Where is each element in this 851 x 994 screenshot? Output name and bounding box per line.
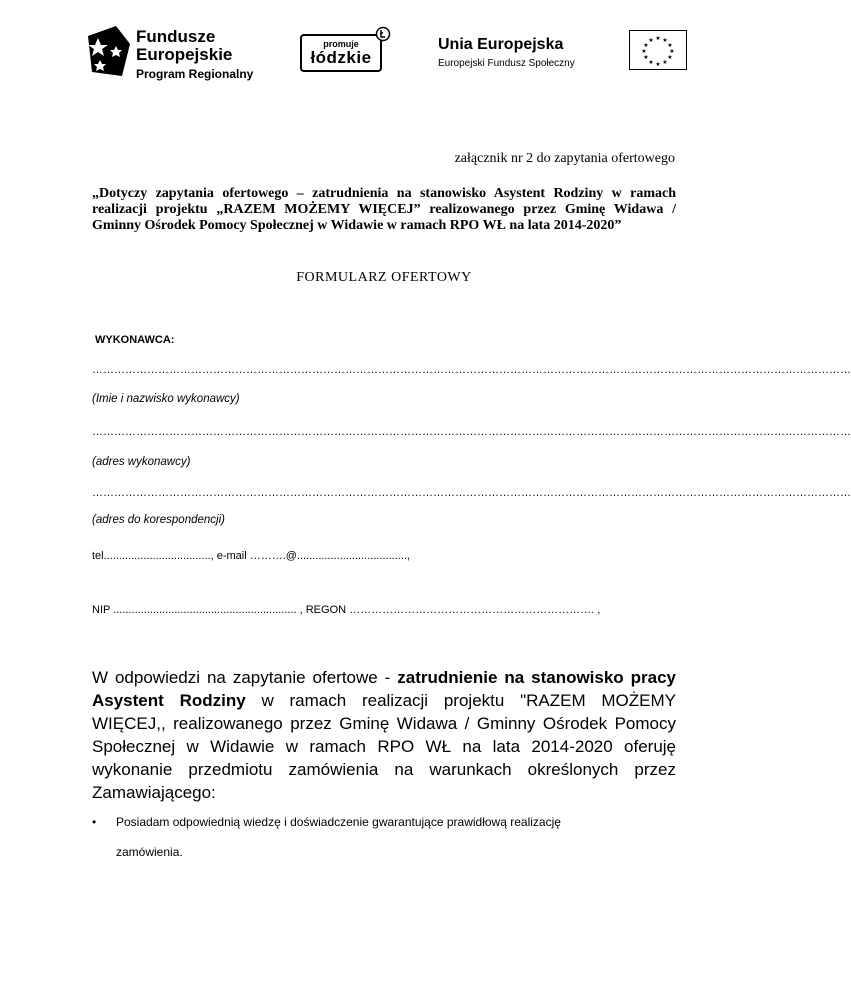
fe-title-1: Fundusze: [136, 27, 216, 46]
main-paragraph-part-2: w ramach realizacji projektu "RAZEM MOŻEMY WIĘCEJ,, realizowanego przez Gminę Widawa / Gminny Ośrodek Pomocy Społecznej w Widawie w ramach RPO WŁ na lata 2014-2020 oferuję wykonanie przedmiotu zamówienia na warunkach określonych przez Zamawiającego:: [92, 691, 676, 802]
ue-subtitle: Europejski Fundusz Społeczny: [438, 58, 575, 69]
contractor-name-field: ………………………………………………………………………………………………………………………………………………………………………………………: [92, 364, 851, 376]
svg-text:★: ★: [655, 61, 661, 68]
ue-title: Unia Europejska: [438, 36, 564, 53]
svg-text:★: ★: [667, 42, 673, 49]
fundusze-europejskie-logo: [86, 24, 132, 78]
correspondence-address-field: ………………………………………………………………………………………………………………………………………………………………………………………: [92, 487, 851, 499]
svg-text:★: ★: [643, 54, 649, 61]
lodzkie-badge-icon: [375, 26, 391, 42]
fundusze-europejskie-text: [136, 28, 253, 80]
svg-text:★: ★: [641, 48, 647, 55]
caption-address: (adres wykonawcy): [92, 456, 191, 468]
caption-name: (Imie i nazwisko wykonawcy): [92, 393, 240, 405]
svg-text:★: ★: [648, 59, 654, 66]
lodzkie-top: promuje: [323, 39, 359, 49]
contractor-label: WYKONAWCA:: [95, 334, 175, 346]
fe-title-2: Europejskie: [136, 44, 233, 64]
bullet-list: [92, 807, 676, 867]
bullet-item-text-1: Posiadam odpowiednią wiedzę i doświadczenie gwarantujące prawidłową realizację: [116, 815, 561, 829]
caption-correspondence: (adres do korespondencji): [92, 514, 225, 526]
eu-flag-icon: [629, 30, 687, 70]
main-paragraph-part-1: W odpowiedzi na zapytanie ofertowe -: [92, 668, 398, 687]
fe-subtitle: Program Regionalny: [136, 66, 254, 81]
annex-label: załącznik nr 2 do zapytania ofertowego: [454, 151, 675, 166]
main-paragraph-bold: zatrudnienie na stanowisko pracy Asystent Rodziny: [92, 668, 676, 710]
svg-text:★: ★: [669, 48, 675, 55]
bullet-item-continuation: [92, 837, 676, 867]
svg-text:★: ★: [662, 37, 668, 44]
bullet-item: [92, 807, 676, 837]
svg-text:★: ★: [655, 35, 661, 42]
lodzkie-logo: [300, 34, 382, 72]
main-paragraph: [92, 666, 676, 804]
svg-text:★: ★: [648, 37, 654, 44]
svg-text:★: ★: [667, 54, 673, 61]
lodzkie-main: łódzkie: [310, 48, 372, 67]
bullet-item-text-2: zamówienia.: [116, 845, 183, 859]
nip-regon-line: NIP ............................................................ , REGON …………………………………………………………. ,: [92, 604, 601, 616]
bullet-icon: •: [92, 815, 97, 829]
intro-paragraph: „Dotyczy zapytania ofertowego – zatrudnienia na stanowisko Asystent Rodziny w ramach realizacji projektu „RAZEM MOŻEMY WIĘCEJ” realizowanego przez Gminę Widawa / Gminny Ośrodek Pomocy Społecznej w Widawie w ramach RPO WŁ na lata 2014-2020”: [92, 186, 676, 233]
svg-text:★: ★: [662, 59, 668, 66]
svg-text:★: ★: [643, 42, 649, 49]
form-title: FORMULARZ OFERTOWY: [296, 270, 472, 285]
contact-line: tel..................................., e-mail ……….@....................................,: [92, 550, 411, 562]
unia-europejska-text: [438, 36, 575, 69]
contractor-address-field: ………………………………………………………………………………………………………………………………………………………………………………………: [92, 426, 851, 438]
